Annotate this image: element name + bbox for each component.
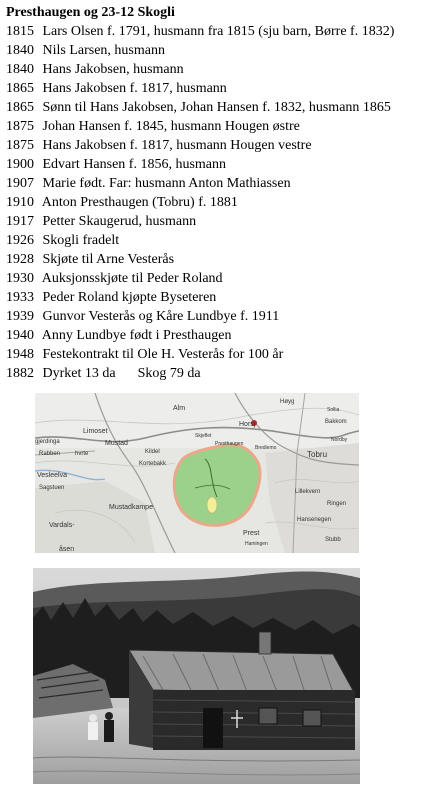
entry-text: Gunvor Vesterås og Kåre Lundbye f. 1911	[42, 309, 280, 324]
map-label-horsj: Horsj	[239, 421, 256, 428]
map-label-kortebakk: Kortebakk	[139, 461, 167, 467]
document	[6, 3, 432, 383]
entry-text: Festekontrakt til Ole H. Vesterås for 100 år	[42, 347, 284, 362]
entry-list	[6, 22, 432, 364]
entry-row	[6, 174, 432, 193]
map-label-mustad: Mustad	[105, 440, 128, 447]
map-label-stubb: Stubb	[325, 537, 341, 543]
map-label-lillekvern: Lillekvern	[295, 489, 321, 495]
entry-row	[6, 307, 432, 326]
entry-year: 1928	[6, 252, 34, 267]
entry-year: 1865	[6, 100, 34, 115]
map-label-presthaugen: Presthaugen	[215, 441, 244, 447]
map-label-asen: åsen	[59, 546, 75, 553]
entry-row-last	[6, 364, 432, 383]
entry-text: Anny Lundbye født i Presthaugen	[41, 328, 232, 343]
map-label-sagstuen: Sagstuen	[39, 485, 65, 491]
map-label-kildel: Kildel	[145, 449, 160, 455]
entry-year: 1940	[6, 328, 34, 343]
entry-row	[6, 98, 432, 117]
map-label-mustadkampen: Mustadkampe	[109, 504, 153, 511]
property-map	[35, 393, 359, 553]
entry-text: Peder Roland kjøpte Byseteren	[42, 290, 217, 305]
map-label-vesleelva: Vesleelva	[37, 472, 67, 479]
entry-year: 1907	[6, 176, 34, 191]
map-label-skjeflet: Skjeflet	[195, 433, 212, 439]
map-label-hansenegen: Hansenegen	[297, 517, 332, 523]
entry-text: Skogli fradelt	[42, 233, 120, 248]
entry-text: Nils Larsen, husmann	[42, 43, 165, 58]
map-label-alm: Alm	[173, 405, 186, 412]
map-label-hoyg: Høyg	[280, 399, 295, 405]
entry-year: 1939	[6, 309, 34, 324]
map-label-hamingen: Hamingen	[245, 541, 268, 547]
entry-text-forest: Skog 79 da	[137, 366, 201, 381]
entry-text: Lars Olsen f. 1791, husmann fra 1815 (sju barn, Børre f. 1832)	[42, 24, 395, 39]
map-label-limoset: Limoset	[83, 428, 108, 435]
map-label-hvrte: hvrte	[75, 451, 89, 457]
page-title: Presthaugen og 23-12 Skogli	[6, 5, 175, 20]
entry-year: 1900	[6, 157, 34, 172]
entry-year: 1840	[6, 62, 34, 77]
entry-row	[6, 250, 432, 269]
entry-text: Edvart Hansen f. 1856, husmann	[42, 157, 227, 172]
entry-text: Johan Hansen f. 1845, husmann Hougen østre	[42, 119, 300, 134]
entry-row	[6, 155, 432, 174]
map-label-tobru: Tobru	[307, 450, 328, 459]
entry-year: 1910	[6, 195, 34, 210]
entry-year: 1948	[6, 347, 34, 362]
farmhouse-photo	[33, 568, 360, 784]
entry-year: 1882	[6, 366, 34, 381]
entry-text: Hans Jakobsen, husmann	[42, 62, 184, 77]
map-label-vardals: Vardals-	[49, 522, 75, 529]
map-label-ringen: Ringen	[327, 501, 347, 507]
entry-year: 1933	[6, 290, 34, 305]
entry-row	[6, 60, 432, 79]
entry-text: Skjøte til Arne Vesterås	[42, 252, 175, 267]
entry-year: 1875	[6, 138, 34, 153]
map-label-presthaugen-short: Prest	[243, 530, 260, 537]
entry-text: Hans Jakobsen f. 1817, husmann Hougen vestre	[42, 138, 312, 153]
photo-image	[33, 568, 360, 784]
entry-row	[6, 212, 432, 231]
entry-text: Petter Skaugerud, husmann	[42, 214, 197, 229]
map-label-bakkom: Bakkom	[325, 419, 347, 425]
entry-year: 1930	[6, 271, 34, 286]
entry-text-cultivated: Dyrket 13 da	[42, 366, 116, 381]
entry-year: 1917	[6, 214, 34, 229]
entry-row	[6, 326, 432, 345]
entry-text: Marie født. Far: husmann Anton Mathiassen	[42, 176, 291, 191]
entry-year: 1865	[6, 81, 34, 96]
entry-row	[6, 22, 432, 41]
map-label-nordby: Nordby	[331, 437, 348, 443]
map-label-gjerdinga: gjerdinga	[35, 439, 60, 445]
entry-row	[6, 193, 432, 212]
entry-text: Hans Jakobsen f. 1817, husmann	[42, 81, 227, 96]
entry-year: 1840	[6, 43, 34, 58]
entry-row	[6, 41, 432, 60]
map-label-sollia: Sollia	[327, 407, 340, 413]
entry-row	[6, 345, 432, 364]
entry-year: 1875	[6, 119, 34, 134]
map-label-bredlemo: Bredlemo	[255, 445, 277, 451]
entry-row	[6, 117, 432, 136]
entry-row	[6, 79, 432, 98]
entry-year: 1815	[6, 24, 34, 39]
entry-row	[6, 136, 432, 155]
entry-text: Sønn til Hans Jakobsen, Johan Hansen f. 1832, husmann 1865	[42, 100, 391, 115]
entry-row	[6, 288, 432, 307]
entry-year: 1926	[6, 233, 34, 248]
entry-text: Anton Presthaugen (Tobru) f. 1881	[41, 195, 238, 210]
map-label-rabben: Rabben	[39, 451, 61, 457]
entry-text: Auksjonsskjøte til Peder Roland	[41, 271, 223, 286]
entry-row	[6, 231, 432, 250]
entry-row	[6, 269, 432, 288]
map-image	[35, 393, 359, 553]
